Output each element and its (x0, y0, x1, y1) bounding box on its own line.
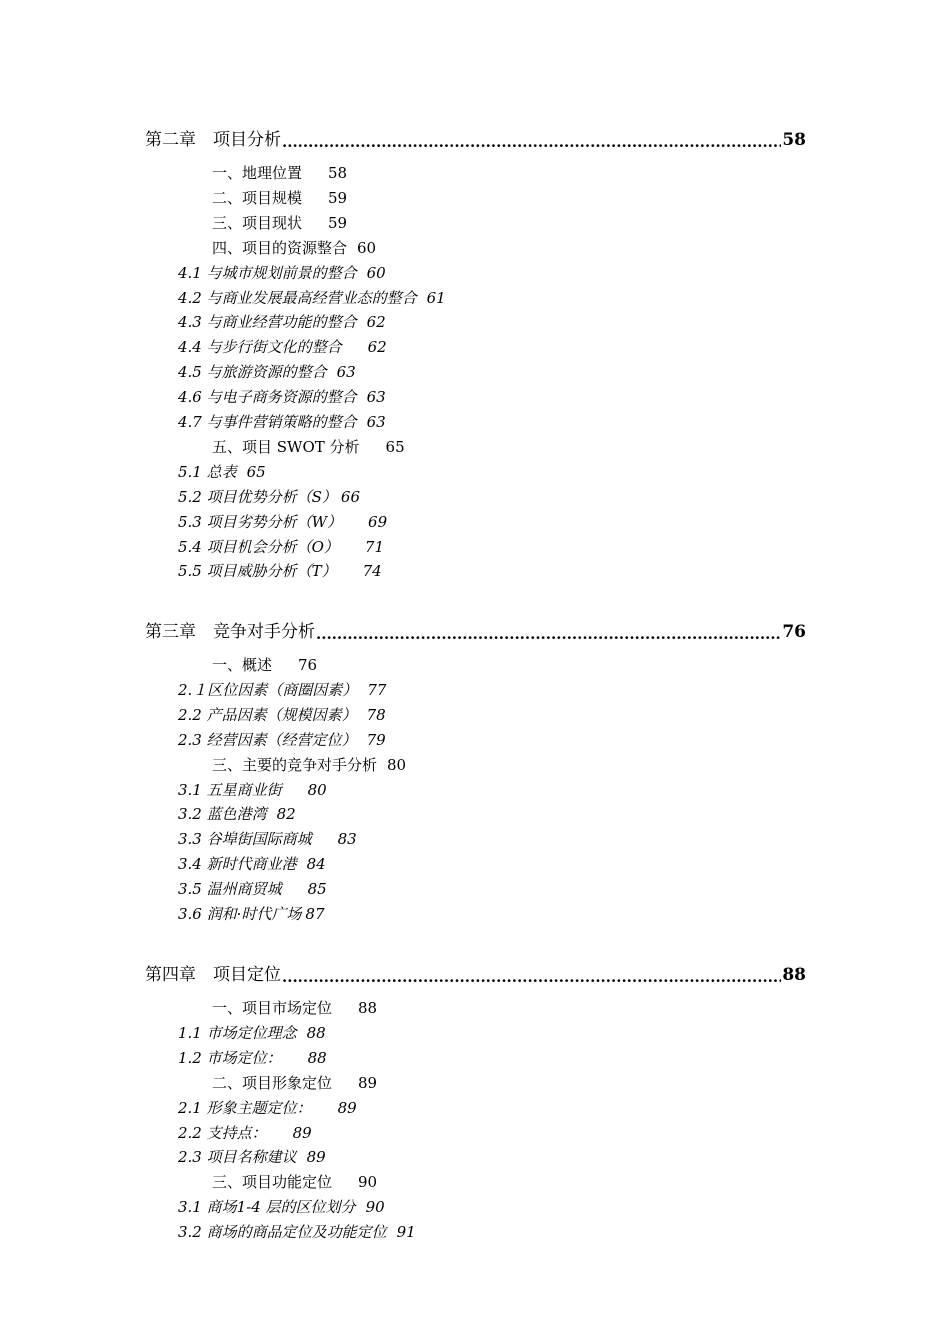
entry-label: 5.3 项目劣势分析（W） (178, 512, 343, 531)
entry-page-number: 74 (362, 562, 382, 581)
entry-label: 3.1 五星商业街 (178, 780, 282, 799)
entry-page-number: 89 (337, 1098, 357, 1117)
entry-label: 4.5 与旅游资源的整合 (178, 363, 327, 382)
entry-page-number: 63 (336, 363, 356, 382)
entry-page-number: 62 (366, 313, 386, 332)
entry-page-number: 60 (366, 263, 386, 282)
entry-label: 2.2 产品因素（规模因素） (178, 705, 357, 724)
entry-label: 4.1 与城市规划前景的整合 (178, 263, 357, 282)
toc-subsection-entry[interactable] (178, 361, 356, 383)
toc-subsection-entry[interactable] (178, 287, 446, 309)
entry-label: 三、项目现状 (212, 213, 303, 232)
entry-label: 一、项目市场定位 (212, 999, 333, 1017)
dot-leader (316, 624, 781, 644)
dot-leader (282, 132, 781, 152)
entry-label: 四、项目的资源整合 (212, 238, 348, 257)
toc-section-entry[interactable] (212, 212, 347, 234)
entry-page-number: 66 (340, 487, 360, 506)
toc-subsection-entry[interactable] (178, 386, 386, 408)
entry-label: 5.4 项目机会分析（O） (178, 537, 339, 556)
entry-label: 二、项目形象定位 (212, 1073, 333, 1092)
toc-subsection-entry[interactable] (178, 560, 382, 582)
entry-label: 4.3 与商业经营功能的整合 (178, 313, 357, 332)
toc-subsection-entry[interactable] (178, 262, 386, 284)
entry-page-number: 80 (387, 755, 407, 774)
toc-chapter-entry[interactable] (145, 963, 806, 987)
entry-page-number: 90 (358, 1173, 378, 1192)
toc-section-entry[interactable] (212, 997, 377, 1019)
entry-label: 3.3 谷埠街国际商城 (178, 830, 312, 849)
entry-label: 一、概述 (212, 656, 273, 674)
entry-page-number: 69 (368, 512, 388, 531)
toc-subsection-entry[interactable] (178, 411, 386, 433)
toc-subsection-entry[interactable] (178, 461, 266, 483)
entry-label: 3.4 新时代商业港 (178, 855, 297, 874)
entry-label: 5.2 项目优势分析（S） (178, 487, 337, 506)
entry-page-number: 89 (358, 1073, 378, 1092)
toc-subsection-entry[interactable] (178, 1022, 326, 1044)
entry-page-number: 65 (385, 437, 405, 456)
entry-page-number: 88 (306, 1023, 326, 1042)
toc-subsection-entry[interactable] (178, 536, 384, 558)
entry-label: 3.2 蓝色港湾 (178, 805, 267, 824)
entry-page-number: 62 (367, 338, 387, 357)
toc-section-entry[interactable] (212, 654, 317, 676)
toc-subsection-entry[interactable] (178, 878, 327, 900)
toc-subsection-entry[interactable] (178, 1097, 357, 1119)
entry-page-number: 89 (292, 1123, 312, 1142)
entry-page-number: 82 (276, 805, 296, 824)
entry-page-number: 59 (328, 213, 348, 232)
toc-subsection-entry[interactable] (178, 336, 387, 358)
entry-page-number: 77 (367, 680, 387, 699)
entry-page-number: 63 (366, 413, 386, 431)
entry-label: 3.2 商场的商品定位及功能定位 (178, 1223, 387, 1242)
entry-label: 1.1 市场定位理念 (178, 1023, 297, 1042)
entry-label: 4.7 与事件营销策略的整合 (178, 413, 357, 431)
chapter-title: 第二章 项目分析 (145, 130, 281, 150)
toc-section-entry[interactable] (212, 162, 347, 184)
entry-page-number: 65 (246, 462, 266, 481)
entry-label: 4.6 与电子商务资源的整合 (178, 388, 357, 407)
toc-chapter-entry[interactable] (145, 128, 806, 152)
toc-subsection-entry[interactable] (178, 486, 360, 508)
toc-section-entry[interactable] (212, 1171, 377, 1193)
entry-label: 5.1 总表 (178, 462, 237, 481)
toc-subsection-entry[interactable] (178, 1221, 416, 1243)
entry-page-number: 78 (366, 705, 386, 724)
entry-page-number: 89 (306, 1148, 326, 1167)
entry-page-number: 61 (426, 288, 446, 307)
entry-label: 一、地理位置 (212, 164, 303, 182)
toc-subsection-entry[interactable] (178, 903, 325, 925)
entry-page-number: 88 (307, 1048, 327, 1067)
toc-section-entry[interactable] (212, 436, 405, 458)
entry-page-number: 91 (396, 1223, 416, 1242)
entry-page-number: 58 (328, 164, 348, 182)
entry-page-number: 83 (337, 830, 357, 849)
entry-label: 2.１区位因素（商圈因素） (178, 680, 358, 699)
entry-label: 2.2 支持点： (178, 1123, 267, 1142)
entry-page-number: 90 (365, 1198, 385, 1217)
chapter-title: 第四章 项目定位 (145, 965, 281, 985)
toc-subsection-entry[interactable] (178, 1122, 312, 1144)
entry-label: 五、项目 SWOT 分析 (212, 437, 360, 456)
toc-subsection-entry[interactable] (178, 311, 386, 333)
toc-subsection-entry[interactable] (178, 828, 357, 850)
toc-subsection-entry[interactable] (178, 853, 326, 875)
entry-page-number: 87 (305, 905, 325, 923)
entry-page-number: 79 (366, 730, 386, 749)
toc-subsection-entry[interactable] (178, 704, 386, 726)
chapter-page-number: 88 (782, 965, 806, 985)
entry-page-number: 88 (358, 999, 378, 1017)
toc-subsection-entry[interactable] (178, 729, 386, 751)
entry-page-number: 84 (306, 855, 326, 874)
entry-page-number: 60 (357, 238, 377, 257)
entry-page-number: 85 (307, 880, 327, 899)
toc-chapter-entry[interactable] (145, 620, 806, 644)
entry-label: 2.3 经营因素（经营定位） (178, 730, 357, 749)
entry-label: 1.2 市场定位： (178, 1048, 282, 1067)
toc-subsection-entry[interactable] (178, 1146, 326, 1168)
chapter-page-number: 58 (782, 130, 806, 150)
toc-subsection-entry[interactable] (178, 803, 296, 825)
toc-subsection-entry[interactable] (178, 779, 327, 801)
entry-label: 3.6 润和·时代广场 (178, 905, 302, 923)
toc-section-entry[interactable] (212, 1072, 377, 1094)
toc-section-entry[interactable] (212, 187, 347, 209)
chapter-title: 第三章 竞争对手分析 (145, 622, 315, 642)
entry-label: 2.3 项目名称建议 (178, 1148, 297, 1167)
entry-label: 3.5 温州商贸城 (178, 880, 282, 899)
entry-page-number: 80 (307, 780, 327, 799)
entry-page-number: 63 (366, 388, 386, 407)
toc-subsection-entry[interactable] (178, 679, 386, 701)
entry-label: 二、项目规模 (212, 188, 303, 207)
toc-section-entry[interactable] (212, 237, 376, 259)
toc-section-entry[interactable] (212, 754, 406, 776)
entry-label: 三、主要的竞争对手分析 (212, 755, 378, 774)
entry-label: 4.2 与商业发展最高经营业态的整合 (178, 288, 417, 307)
toc-subsection-entry[interactable] (178, 1196, 385, 1218)
entry-label: 2.1 形象主题定位： (178, 1098, 312, 1117)
entry-label: 5.5 项目威胁分析（T） (178, 562, 337, 581)
entry-label: 4.4 与步行街文化的整合 (178, 338, 342, 357)
dot-leader (282, 967, 781, 987)
entry-page-number: 71 (364, 537, 385, 556)
entry-page-number: 76 (298, 656, 318, 674)
toc-subsection-entry[interactable] (178, 511, 387, 533)
entry-label: 三、项目功能定位 (212, 1173, 333, 1192)
toc-subsection-entry[interactable] (178, 1047, 327, 1069)
entry-label: 3.1 商场1-4 层的区位划分 (178, 1198, 356, 1217)
entry-page-number: 59 (328, 188, 348, 207)
chapter-page-number: 76 (782, 622, 806, 642)
